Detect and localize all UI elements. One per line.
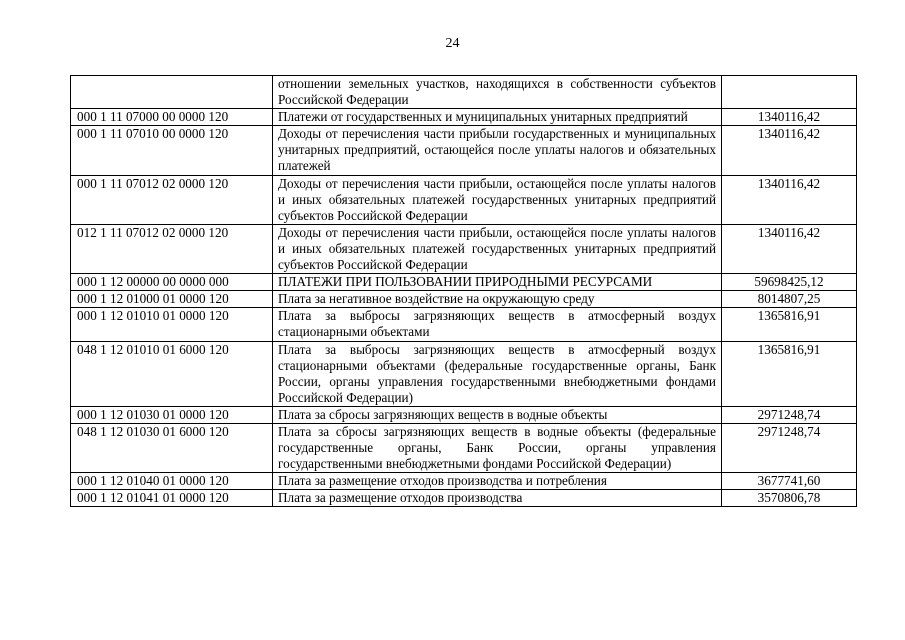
amount-cell: 3570806,78 <box>722 490 857 507</box>
budget-code-cell <box>71 76 273 109</box>
amount-cell: 1340116,42 <box>722 175 857 224</box>
table-row <box>71 473 857 490</box>
table-row <box>71 274 857 291</box>
budget-code-cell: 000 1 12 01041 01 0000 120 <box>71 490 273 507</box>
amount-cell: 59698425,12 <box>722 274 857 291</box>
table-row <box>71 423 857 472</box>
table-row <box>71 291 857 308</box>
budget-code-cell: 000 1 12 01030 01 0000 120 <box>71 406 273 423</box>
table-row <box>71 490 857 507</box>
amount-cell: 3677741,60 <box>722 473 857 490</box>
table-row <box>71 109 857 126</box>
budget-code-cell: 048 1 12 01030 01 6000 120 <box>71 423 273 472</box>
amount-cell: 1340116,42 <box>722 224 857 273</box>
revenue-name-cell: ПЛАТЕЖИ ПРИ ПОЛЬЗОВАНИИ ПРИРОДНЫМИ РЕСУРСАМИ <box>273 274 722 291</box>
revenue-name-cell: Плата за размещение отходов производства <box>273 490 722 507</box>
amount-cell: 2971248,74 <box>722 406 857 423</box>
budget-code-cell: 000 1 12 00000 00 0000 000 <box>71 274 273 291</box>
budget-code-cell: 000 1 11 07012 02 0000 120 <box>71 175 273 224</box>
revenue-name-cell: Плата за сбросы загрязняющих веществ в водные объекты (федеральные государственные органы, Банк России, органы управления государственными внебюджетными фондами Российской Федерации) <box>273 423 722 472</box>
revenue-name-cell: Доходы от перечисления части прибыли, остающейся после уплаты налогов и иных обязательных платежей государственных унитарных предприятий субъектов Российской Федерации <box>273 224 722 273</box>
revenue-name-cell: Доходы от перечисления части прибыли государственных и муниципальных унитарных предприятий, остающейся после уплаты налогов и обязательных платежей <box>273 126 722 175</box>
table-row <box>71 126 857 175</box>
table-row <box>71 341 857 406</box>
revenue-name-cell: Платежи от государственных и муниципальных унитарных предприятий <box>273 109 722 126</box>
revenue-name-cell: отношении земельных участков, находящихся в собственности субъектов Российской Федерации <box>273 76 722 109</box>
revenue-name-cell: Плата за сбросы загрязняющих веществ в водные объекты <box>273 406 722 423</box>
page-number: 24 <box>445 36 460 51</box>
amount-cell: 1365816,91 <box>722 308 857 341</box>
budget-code-cell: 000 1 12 01010 01 0000 120 <box>71 308 273 341</box>
budget-code-cell: 048 1 12 01010 01 6000 120 <box>71 341 273 406</box>
revenue-name-cell: Доходы от перечисления части прибыли, остающейся после уплаты налогов и иных обязательных платежей государственных унитарных предприятий субъектов Российской Федерации <box>273 175 722 224</box>
table-row <box>71 76 857 109</box>
budget-code-cell: 000 1 12 01000 01 0000 120 <box>71 291 273 308</box>
amount-cell <box>722 76 857 109</box>
revenue-name-cell: Плата за размещение отходов производства и потребления <box>273 473 722 490</box>
table-row <box>71 308 857 341</box>
revenue-name-cell: Плата за выбросы загрязняющих веществ в атмосферный воздух стационарными объектами <box>273 308 722 341</box>
table-row <box>71 224 857 273</box>
budget-revenue-table <box>70 75 857 507</box>
amount-cell: 1340116,42 <box>722 109 857 126</box>
table-row <box>71 406 857 423</box>
budget-code-cell: 012 1 11 07012 02 0000 120 <box>71 224 273 273</box>
amount-cell: 8014807,25 <box>722 291 857 308</box>
revenue-name-cell: Плата за выбросы загрязняющих веществ в атмосферный воздух стационарными объектами (федеральные государственные органы, Банк России, органы управления государственными внебюджетными фондами Российской Федерации) <box>273 341 722 406</box>
budget-code-cell: 000 1 11 07000 00 0000 120 <box>71 109 273 126</box>
budget-code-cell: 000 1 12 01040 01 0000 120 <box>71 473 273 490</box>
amount-cell: 1365816,91 <box>722 341 857 406</box>
revenue-name-cell: Плата за негативное воздействие на окружающую среду <box>273 291 722 308</box>
budget-code-cell: 000 1 11 07010 00 0000 120 <box>71 126 273 175</box>
amount-cell: 1340116,42 <box>722 126 857 175</box>
table-row <box>71 175 857 224</box>
amount-cell: 2971248,74 <box>722 423 857 472</box>
